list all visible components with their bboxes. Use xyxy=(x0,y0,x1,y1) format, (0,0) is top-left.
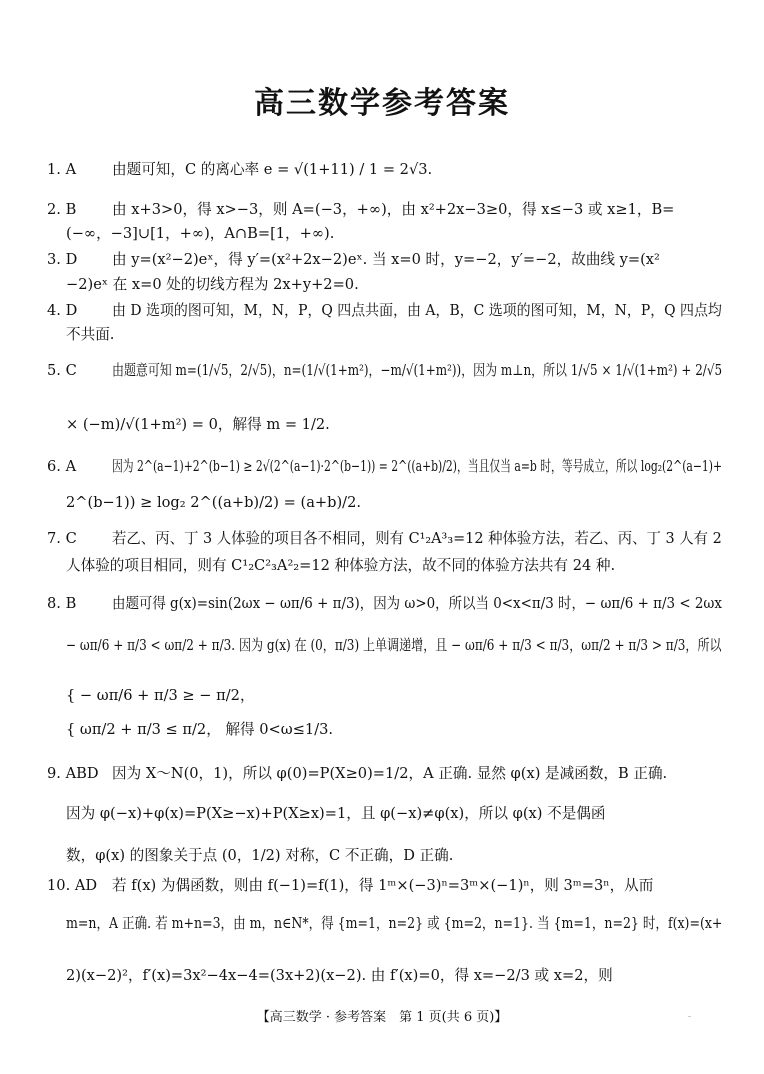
answer-text-line: 人体验的项目相同，则有 C¹₂C²₃A²₂=12 种体验方法，故不同的体验方法共有 24 种. xyxy=(66,557,616,574)
answer-number: 8. B xyxy=(47,595,77,612)
answer-text-line: 数，φ(x) 的图象关于点 (0，1/2) 对称，C 不正确，D 正确. xyxy=(66,847,454,864)
answer-text-line: { − ωπ/6 + π/3 ≥ − π/2， xyxy=(66,687,255,704)
answer-text-line: 不共面. xyxy=(66,326,115,343)
page-title: 高三数学参考答案 xyxy=(254,86,510,121)
answer-number: 9. ABD xyxy=(47,765,99,782)
answer-text-line: −2)eˣ 在 x=0 处的切线方程为 2x+y+2=0. xyxy=(66,276,359,293)
answer-text-line: 由题意可知 m=(1/√5，2/√5)，n=(1/√(1+m²)，−m/√(1+m²))，因为 m⊥n，所以 1/√5 × 1/√(1+m²) + 2/√5 xyxy=(112,362,723,379)
answer-number: 10. AD xyxy=(47,877,98,894)
answer-text-line: 由 y=(x²−2)eˣ，得 y′=(x²+2x−2)eˣ. 当 x=0 时，y=−2，y′=−2，故曲线 y=(x² xyxy=(112,251,660,268)
answer-number: 6. A xyxy=(47,458,77,475)
answer-text-line: (−∞，−3]∪[1，+∞)，A∩B=[1，+∞). xyxy=(66,225,335,242)
answer-text-line: × (−m)/√(1+m²) = 0，解得 m = 1/2. xyxy=(66,416,330,433)
answer-number: 2. B xyxy=(47,201,77,218)
answer-text-line: 由题可得 g(x)=sin(2ωx − ωπ/6 + π/3)，因为 ω>0，所以当 0<x<π/3 时，− ωπ/6 + π/3 < 2ωx xyxy=(112,595,722,612)
answer-text-line: 若乙、丙、丁 3 人体验的项目各不相同，则有 C¹₂A³₃=12 种体验方法，若乙、丙、丁 3 人有 2 xyxy=(112,530,722,547)
answer-number: 7. C xyxy=(47,530,77,547)
answer-text-line: − ωπ/6 + π/3 < ωπ/2 + π/3. 因为 g(x) 在 (0，π/3) 上单调递增，且 − ωπ/6 + π/3 < π/3，ωπ/2 + π/3 > π/3，所以 xyxy=(66,637,722,654)
answer-text-line: 2^(b−1)) ≥ log₂ 2^((a+b)/2) = (a+b)/2. xyxy=(66,494,362,511)
answer-text-line: 由题可知，C 的离心率 e = √(1+11) / 1 = 2√3. xyxy=(112,161,433,178)
answer-number: 4. D xyxy=(47,302,78,319)
answer-text-line: 由 x+3>0，得 x>−3，则 A=(−3，+∞)，由 x²+2x−3≥0，得 x≤−3 或 x≥1，B= xyxy=(112,201,675,218)
answer-text-line: 因为 X～N(0，1)，所以 φ(0)=P(X≥0)=1/2，A 正确. 显然 φ(x) 是减函数，B 正确. xyxy=(112,765,668,782)
answer-number: 5. C xyxy=(47,362,77,379)
answer-text-line: 由 D 选项的图可知，M，N，P，Q 四点共面，由 A，B，C 选项的图可知，M，N，P，Q 四点均 xyxy=(112,302,722,319)
answer-text-line: m=n，A 正确. 若 m+n=3，由 m，n∈N*，得 {m=1，n=2} 或 {m=2，n=1}. 当 {m=1，n=2} 时，f(x)=(x+ xyxy=(66,915,723,932)
answer-text-line: 若 f(x) 为偶函数，则由 f(−1)=f(1)，得 1ᵐ×(−3)ⁿ=3ᵐ×(−1)ⁿ，则 3ᵐ=3ⁿ，从而 xyxy=(112,877,654,894)
scan-speck xyxy=(688,1016,691,1017)
answer-text-line: 2)(x−2)²，f′(x)=3x²−4x−4=(3x+2)(x−2). 由 f′(x)=0，得 x=−2/3 或 x=2，则 xyxy=(66,967,613,984)
answer-text-line: 因为 2^(a−1)+2^(b−1) ≥ 2√(2^(a−1)·2^(b−1)) = 2^((a+b)/2)，当且仅当 a=b 时，等号成立，所以 log₂(2^(a−1)+ xyxy=(112,458,723,475)
answer-text-line: 因为 φ(−x)+φ(x)=P(X≥−x)+P(X≥x)=1，且 φ(−x)≠φ(x)，所以 φ(x) 不是偶函 xyxy=(66,805,606,822)
answer-number: 1. A xyxy=(47,161,77,178)
page-footer: 【高三数学 · 参考答案 第 1 页(共 6 页)】 xyxy=(256,1010,508,1025)
answer-text-line: { ωπ/2 + π/3 ≤ π/2， 解得 0<ω≤1/3. xyxy=(66,721,334,738)
answer-number: 3. D xyxy=(47,251,78,268)
